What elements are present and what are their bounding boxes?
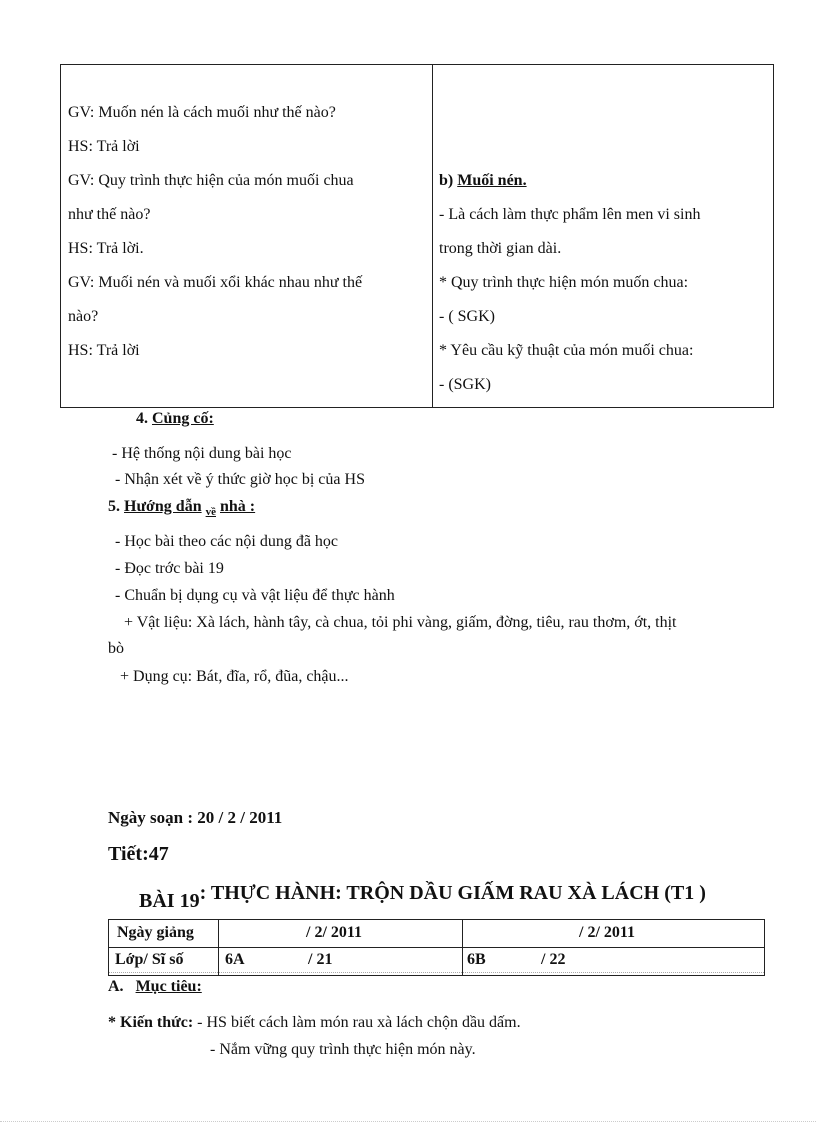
right-line-3: * Quy trình thực hiện món muốn chua:: [439, 274, 689, 291]
lesson-title: [139, 882, 706, 912]
section5-item-5: bò: [108, 640, 124, 657]
schedule-date-6b: / 2/ 2011: [579, 924, 636, 941]
class-6a: 6A: [225, 951, 245, 968]
section4-item-1: - Hệ thống nội dung bài học: [112, 445, 292, 462]
section5-item-1: - Học bài theo các nội dung đã học: [115, 533, 339, 550]
lesson-title-prefix: BÀI 19: [139, 890, 200, 912]
right-heading: [439, 171, 527, 191]
left-line-3: GV: Quy trình thực hiện của món muối chua: [68, 172, 354, 189]
section5-heading: [108, 498, 255, 516]
row-divider: [109, 947, 764, 948]
section4-number: 4.: [136, 410, 148, 427]
section5-item-3: - Chuẩn bị dụng cụ và vật liệu để thực hành: [115, 587, 395, 604]
period-label: Tiết:47: [108, 843, 169, 865]
knowledge-item-1: - HS biết cách làm món rau xà lách chộn dầu dấm.: [197, 1014, 521, 1031]
col-divider-2: [462, 920, 463, 975]
section5-title-a: Hướng dẫn: [124, 498, 202, 515]
section5-item-4: + Vật liệu: Xà lách, hành tây, cà chua, tỏi phi vàng, giấm, đờng, tiêu, rau thơm, ớt, thịt: [124, 614, 677, 631]
knowledge-label: * Kiến thức:: [108, 1014, 194, 1031]
objectives-title: Mục tiêu:: [135, 978, 202, 995]
schedule-class-label: Lớp/ Sĩ số: [115, 951, 184, 968]
left-line-1: GV: Muốn nén là cách muối như thế nào?: [68, 104, 336, 121]
objectives-letter: A.: [108, 978, 124, 995]
class-6a-count: / 21: [308, 951, 333, 968]
right-line-6: - (SGK): [439, 376, 491, 393]
knowledge-item-2: - Nắm vững quy trình thực hiện món này.: [210, 1041, 476, 1058]
objectives-heading: [108, 978, 202, 996]
section4-item-2: - Nhận xét về ý thức giờ học bị của HS: [115, 471, 365, 488]
right-heading-title: Muối nén.: [457, 172, 527, 189]
page-edge: [0, 1121, 816, 1122]
lesson-title-text: : THỰC HÀNH: TRỘN DẦU GIẤM RAU XÀ LÁCH (T1 ): [199, 882, 706, 904]
schedule-date-label: Ngày giảng: [117, 924, 194, 941]
section5-title-b: nhà :: [220, 498, 256, 515]
knowledge-row: [108, 1014, 521, 1032]
column-divider: [432, 65, 433, 407]
left-line-6: GV: Muối nén và muối xổi khác nhau như thế: [68, 274, 363, 291]
section5-item-6: + Dụng cụ: Bát, đĩa, rổ, đũa, chậu...: [120, 668, 349, 685]
right-line-1: - Là cách làm thực phẩm lên men vi sinh: [439, 206, 701, 223]
left-line-4: như thế nào?: [68, 206, 151, 223]
activity-table: [60, 64, 774, 408]
left-line-2: HS: Trả lời: [68, 138, 140, 155]
section4-title: Củng cố:: [152, 410, 214, 427]
left-line-7: nào?: [68, 308, 99, 325]
dotted-rule: [109, 972, 764, 973]
section4-heading: [136, 410, 214, 428]
right-line-2: trong thời gian dài.: [439, 240, 562, 257]
right-line-5: * Yêu cầu kỹ thuật của món muối chua:: [439, 342, 694, 359]
class-6b: 6B: [467, 951, 486, 968]
section5-number: 5.: [108, 498, 120, 515]
schedule-date-6a: / 2/ 2011: [306, 924, 363, 941]
left-line-8: HS: Trả lời: [68, 342, 140, 359]
class-6b-count: / 22: [541, 951, 566, 968]
section5-title-sub: về: [205, 506, 216, 518]
prep-date: Ngày soạn : 20 / 2 / 2011: [108, 808, 283, 827]
right-heading-prefix: b): [439, 172, 454, 189]
right-line-4: - ( SGK): [439, 308, 495, 325]
col-divider-1: [218, 920, 219, 975]
left-line-5: HS: Trả lời.: [68, 240, 144, 257]
schedule-table: [108, 919, 765, 976]
section5-item-2: - Đọc trớc bài 19: [115, 560, 224, 577]
